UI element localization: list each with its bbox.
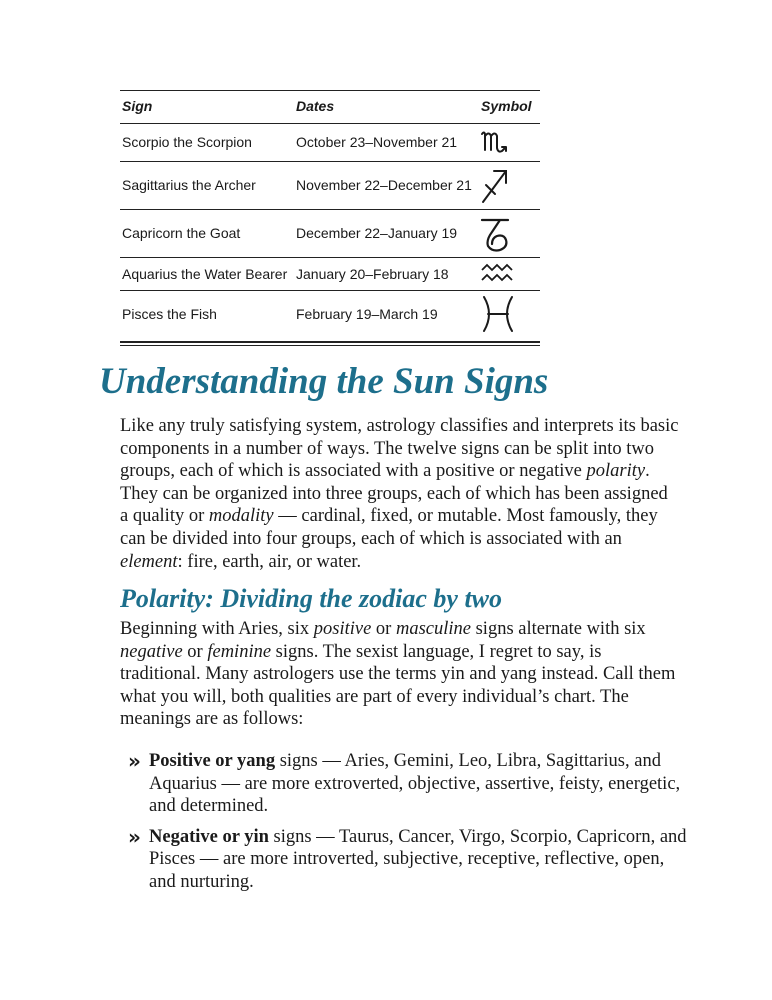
cell-dates: February 19–March 19 [296, 306, 438, 322]
term-negative: negative [120, 641, 183, 662]
cell-dates: November 22–December 21 [296, 177, 472, 193]
table-row [120, 258, 540, 291]
bullet-text: signs — Taurus, Cancer, Virgo, Scorpio, Capricorn, and Pisces — are more introverted, subjective, receptive, reflective, open, and nurturing. [149, 826, 687, 892]
term-feminine: feminine [207, 641, 272, 662]
term-positive: positive [313, 619, 372, 639]
intro-paragraph [120, 415, 680, 573]
text-run: . They can be organized into three groups, each of which has been assigned a quality or [120, 461, 668, 527]
term-polarity: polarity [586, 461, 646, 482]
header-symbol: Symbol [481, 98, 532, 114]
zodiac-table [120, 90, 540, 346]
list-item [128, 750, 688, 818]
double-chevron-right-icon: » [128, 749, 141, 773]
aquarius-glyph-icon [480, 262, 516, 286]
cell-sign: Pisces the Fish [122, 306, 217, 322]
table-bottom-rule [120, 341, 540, 343]
table-row [120, 210, 540, 258]
term-element: element [120, 551, 178, 572]
cell-sign: Scorpio the Scorpion [122, 134, 252, 150]
bullet-term: Positive or yang [149, 751, 276, 771]
text-run: : fire, earth, air, or water. [177, 551, 362, 572]
scorpio-glyph-icon [480, 128, 516, 158]
bullet-term: Negative or yin [149, 826, 269, 847]
sagittarius-glyph-icon [480, 167, 512, 205]
table-row [120, 291, 540, 337]
list-item [128, 826, 688, 894]
cell-dates: January 20–February 18 [296, 266, 449, 282]
text-run: Like any truly satisfying system, astrology classifies and interprets its basic components in a number of ways. The twelve signs can be split into two groups, each of which is associated with a positive or negative [120, 416, 679, 482]
text-run: signs alternate with six [470, 619, 646, 639]
text-run: — cardinal, fixed, or mutable. Most famously, they can be divided into four groups, each of which is associated with an [120, 506, 658, 549]
section-title: Understanding the Sun Signs [99, 361, 549, 402]
table-row [120, 162, 540, 210]
cell-sign: Capricorn the Goat [122, 225, 241, 241]
table-row [120, 124, 540, 162]
text-run: Beginning with Aries, six [120, 619, 314, 639]
cell-sign: Sagittarius the Archer [122, 177, 256, 193]
text-run: or [371, 619, 396, 639]
term-masculine: masculine [395, 619, 471, 639]
header-sign: Sign [122, 98, 153, 114]
table-bottom-rule-thin [120, 345, 540, 346]
header-dates: Dates [296, 98, 335, 114]
cell-dates: October 23–November 21 [296, 134, 458, 150]
pisces-glyph-icon [480, 294, 516, 334]
polarity-list [128, 750, 688, 894]
subsection-title: Polarity: Dividing the zodiac by two [120, 584, 503, 613]
polarity-paragraph [120, 618, 680, 731]
capricorn-glyph-icon [478, 214, 514, 254]
double-chevron-right-icon: » [128, 824, 141, 849]
table-header [120, 90, 540, 124]
bullet-text: signs — Aries, Gemini, Leo, Libra, Sagittarius, and Aquarius — are more extroverted, objective, assertive, feisty, energetic, and determined. [149, 751, 681, 817]
text-run: signs. The sexist language, I regret to say, is traditional. Many astrologers use the terms yin and yang instead. Call them what you will, both qualities are part of every individual’s chart. The meanings are as follows: [120, 641, 676, 730]
term-modality: modality [208, 506, 274, 527]
text-run: or [182, 641, 208, 662]
cell-sign: Aquarius the Water Bearer [122, 266, 288, 282]
cell-dates: December 22–January 19 [296, 225, 458, 241]
